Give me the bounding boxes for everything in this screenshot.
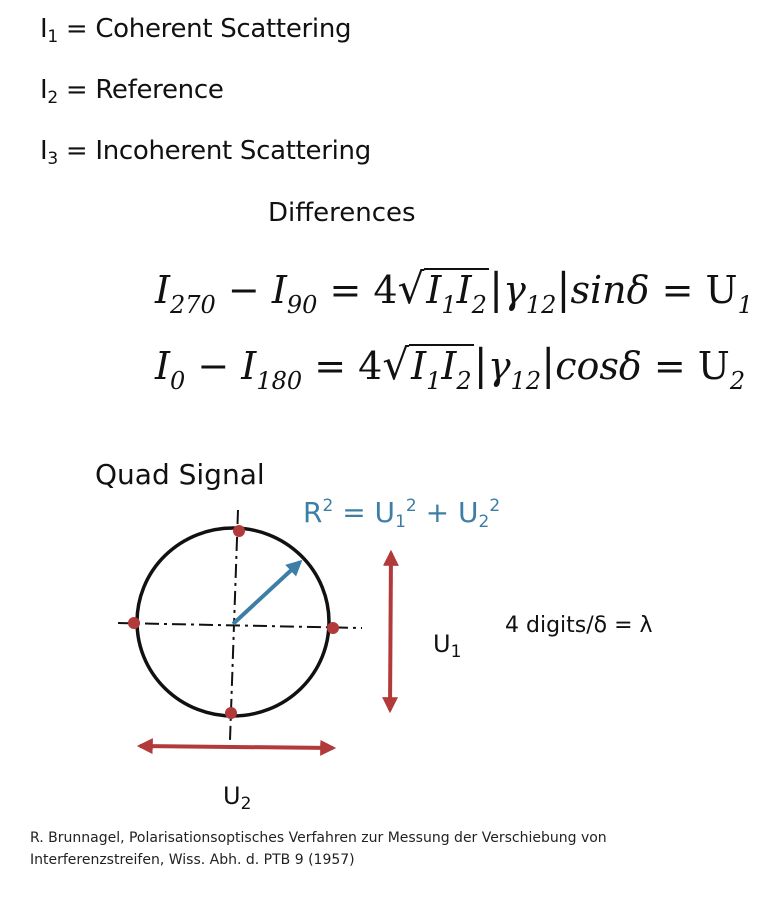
rel-sup: 2 [489,496,501,516]
u-base: U [433,630,451,658]
eq-term: γ [503,268,526,312]
eq-term: I [155,268,171,312]
rel-sub: 1 [395,512,406,532]
marker-bottom [225,707,237,719]
eq-sub: 0 [170,367,186,395]
eq-sub: 2 [471,291,487,319]
digits-per-delta: 4 digits/δ = λ [505,613,653,638]
eq-term: I [155,344,171,388]
radius-arrow [233,562,300,624]
differences-heading: Differences [268,198,416,228]
eq-op: − [185,344,242,388]
eq-sub: 1 [441,291,457,319]
reference-line: R. Brunnagel, Polarisationsoptisches Verfahren zur Messung der Verschiebung von [30,830,607,846]
rel-term: + U [416,496,479,529]
reference-citation [30,827,750,871]
eq-op: = U [641,344,730,388]
eq-op: = U [649,268,738,312]
rel-term: R [303,496,323,529]
definition-text: = Incoherent Scattering [57,136,371,166]
abs-bar-icon: | [473,340,488,389]
eq-op: = 4 [302,344,383,388]
definition-text: = Reference [57,75,224,105]
eq-sub: 1 [737,291,753,319]
index: 1 [47,27,58,47]
index: 3 [47,149,58,169]
rel-sup: 2 [405,496,417,516]
eq-sub: 180 [256,367,303,395]
eq-term: cosδ [555,344,642,388]
abs-bar-icon: | [488,264,504,313]
marker-right [327,622,339,634]
intensity-symbol: I [40,136,48,166]
reference-line: Interferenzstreifen, Wiss. Abh. d. PTB 9 (1957) [30,852,355,868]
eq-term: I [441,344,457,388]
eq-op: = 4 [317,268,398,312]
marker-top [233,525,245,537]
eq-term: γ [487,344,511,388]
u2-arrow [140,746,333,748]
eq-term: I [411,344,427,388]
eq-term: I [456,268,472,312]
sqrt-icon: √ [382,340,410,389]
intensity-symbol: I [40,14,48,44]
eq-sub: 90 [286,291,318,319]
rel-sup: 2 [322,496,334,516]
abs-bar-icon: | [541,340,556,389]
eq-op: − [215,268,272,312]
u-sub: 1 [450,642,462,662]
rel-sub: 2 [478,512,490,532]
eq-sub: 2 [729,367,746,395]
u-base: U [223,782,241,810]
sqrt-icon: √ [397,264,425,313]
definition-text: = Coherent Scattering [57,14,352,44]
u1-label [433,630,462,662]
eq-sub: 2 [456,367,472,395]
eq-sub: 12 [525,291,557,319]
quad-signal-title: Quad Signal [95,458,265,491]
intensity-symbol: I [40,75,48,105]
abs-bar-icon: | [556,264,571,313]
u2-label [223,782,252,814]
eq-term: I [426,268,442,312]
eq-sub: 1 [426,367,442,395]
index: 2 [47,88,58,108]
eq-sub: 12 [510,367,542,395]
eq-term: sinδ [570,268,650,312]
eq-sub: 270 [170,291,216,319]
rel-term: = U [333,496,396,529]
u1-arrow [390,553,391,710]
marker-left [128,617,140,629]
u-sub: 2 [240,794,252,814]
eq-term: I [271,268,287,312]
eq-term: I [241,344,257,388]
horizontal-axis [118,623,362,628]
